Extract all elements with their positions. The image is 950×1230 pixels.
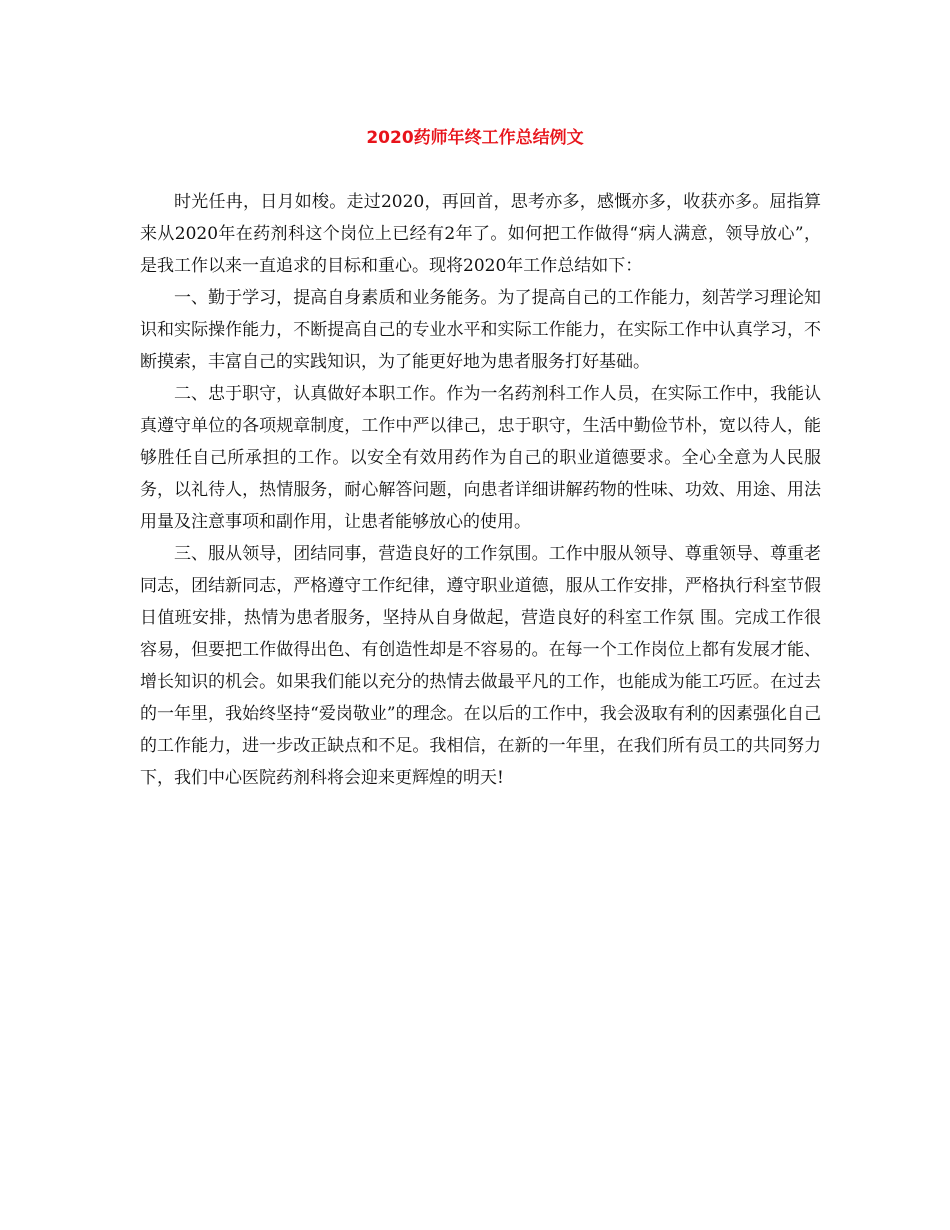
paragraph-intro: 时光任冉，日月如梭。走过2020，再回首，思考亦多，感慨亦多，收获亦多。屈指算来从2020年在药剂科这个岗位上已经有2年了。如何把工作做得“病人满意，领导放心”，是我工作以来一直追求的目标和重心。现将2020年工作总结如下：: [140, 192, 821, 276]
paragraph-section-1: 一、勤于学习，提高自身素质和业务能务。为了提高自己的工作能力，刻苦学习理论知识和实际操作能力，不断提高自己的专业水平和实际工作能力，在实际工作中认真学习，不断摸索，丰富自己的实践知识，为了能更好地为患者服务打好基础。: [140, 288, 821, 372]
document-body: [140, 186, 821, 794]
paragraph-section-2: 二、忠于职守，认真做好本职工作。作为一名药剂科工作人员，在实际工作中，我能认真遵守单位的各项规章制度，工作中严以律己，忠于职守，生活中勤俭节朴，宽以待人，能够胜任自己所承担的工作。以安全有效用药作为自己的职业道德要求。全心全意为人民服务，以礼待人，热情服务，耐心解答问题，向患者详细讲解药物的性味、功效、用途、用法用量及注意事项和副作用，让患者能够放心的使用。: [140, 384, 821, 532]
paragraph-section-3: 三、服从领导，团结同事，营造良好的工作氛围。工作中服从领导、尊重领导、尊重老同志，团结新同志，严格遵守工作纪律，遵守职业道德，服从工作安排，严格执行科室节假日值班安排，热情为患者服务，坚持从自身做起，营造良好的科室工作氛 围。完成工作很容易，但要把工作做得出色、有创造性却是不容易的。在每一个工作岗位上都有发展才能、增长知识的机会。如果我们能以充分的热情去做最平凡的工作，也能成为能工巧匠。在过去的一年里，我始终坚持“爱岗敬业”的理念。在以后的工作中，我会汲取有利的因素强化自己的工作能力，进一步改正缺点和不足。我相信，在新的一年里，在我们所有员工的共同努力下，我们中心医院药剂科将会迎来更辉煌的明天!: [140, 544, 821, 788]
document-title: 2020药师年终工作总结例文: [366, 128, 584, 148]
